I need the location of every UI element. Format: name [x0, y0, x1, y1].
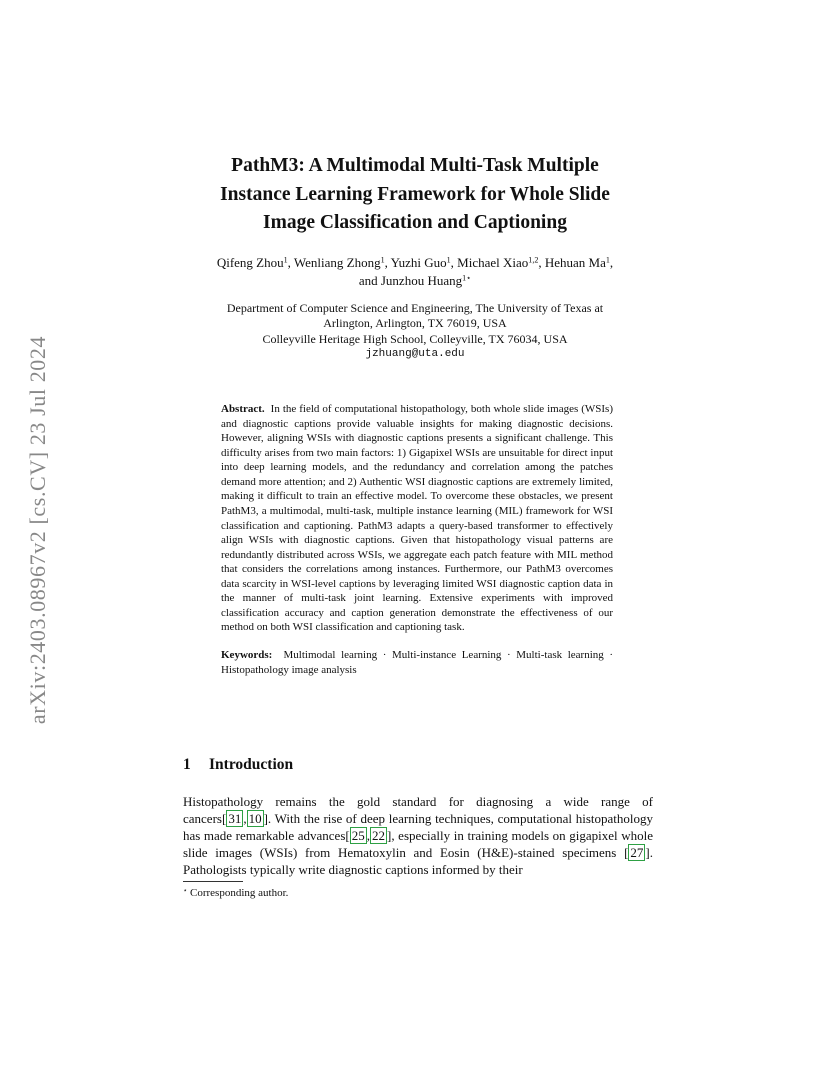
footnote-divider	[183, 881, 243, 882]
author-connector: and	[358, 273, 378, 288]
contact-email: jzhuang@uta.edu	[365, 347, 465, 360]
footnote-mark: ⋆	[183, 887, 188, 895]
citation-link[interactable]: 22	[371, 828, 385, 843]
footnote	[183, 886, 653, 900]
affiliation-line: Arlington, Arlington, TX 76019, USA	[323, 316, 507, 331]
intro-text: . With the rise of deep learning techniques, computational histopathology has made remarkable advances	[183, 811, 653, 843]
intro-text: . Pathologists typically write diagnostic captions informed by their	[183, 845, 653, 877]
intro-paragraph: Histopathology remains the gold standard for diagnosing a wide range of cancers[ 31 , 10 ]. With the rise of deep learning techniques, computational histopathology has made remarkable advances[ 25 , 22 ], especially in training models on gigapixel whole slide images (WSIs) from Hematoxylin and Eosin (H&E)-stained specimens [ 27 ]. Pathologists typically write diagnostic captions informed by their	[183, 794, 653, 877]
author-name: Yuzhi Guo	[390, 255, 447, 270]
affiliation-block	[150, 301, 680, 362]
author-affiliation-mark: 1	[446, 255, 451, 265]
citation-link[interactable]: 25	[351, 828, 365, 843]
citation-separator: ,	[366, 828, 370, 843]
abstract-text: In the field of computational histopathology, both whole slide images (WSIs) and diagnostic captions provide valuable insights for making diagnostic decisions. However, aligning WSIs with diagnostic captions presents a significant challenge. This difficulty arises from two main factors: 1) Gigapixel WSIs are unsuitable for direct input into deep learning models, and the redundancy and correlation among the patches demand more attention; and 2) Authentic WSI diagnostic captions are extremely limited, making it difficult to train an effective model. To overcome these obstacles, we present PathM3, a multimodal, multi-task, multiple instance learning (MIL) framework for WSI classification and captioning. PathM3 adapts a query-based transformer to effectively align WSIs with diagnostic captions. Given that histopathology visual patterns are redundantly distributed across WSIs, we aggregate each patch feature with MIL method that considers the correlations among instances. Furthermore, our PathM3 overcomes data scarcity in WSI-level captions by leveraging limited WSI diagnostic caption data in the manner of multi-task joint learning. Extensive experiments with improved classification accuracy and caption generation demonstrate the effectiveness of our method on both WSI classification and captioning task.	[221, 403, 613, 634]
arxiv-identifier: arXiv:2403.08967v2 [cs.CV] 23 Jul 2024	[25, 335, 50, 725]
author-affiliation-mark: 1⋆	[462, 273, 472, 283]
author-affiliation-mark: 1	[380, 255, 385, 265]
abstract-paragraph	[221, 402, 613, 635]
author-line: Qifeng Zhou$^1$, Wenliang Zhong$^1$, Yuzhi Guo$^1$, Michael Xiao$^{1,2}$, Hehuan Ma$^1$,	[216, 255, 614, 270]
section-title: Introduction	[209, 756, 294, 773]
abstract-block	[221, 402, 613, 677]
citation-link[interactable]: 31	[228, 811, 242, 826]
intro-text: , especially in training models on gigapixel whole slide images (WSIs) from Hematoxylin and Eosin (H&E)-stained specimens	[183, 828, 653, 860]
title-line: PathM3: A Multimodal Multi-Task Multiple	[231, 155, 599, 176]
intro-text: Histopathology remains the gold standard for diagnosing a wide range of cancers	[183, 794, 653, 826]
author-affiliation-mark: 1	[283, 255, 288, 265]
author-affiliation-mark: 1	[605, 255, 610, 265]
title-line: Image Classification and Captioning	[263, 212, 567, 233]
author-line	[150, 272, 680, 290]
citation-link[interactable]: 27	[630, 845, 644, 860]
abstract-label: Abstract.	[221, 403, 265, 415]
affiliation-line: Department of Computer Science and Engineering, The University of Texas at	[226, 301, 604, 315]
author-affiliation-mark: 1,2	[528, 255, 539, 265]
author-name: Hehuan Ma	[544, 255, 606, 270]
keywords-text: Multimodal learning · Multi-instance Learning · Multi-task learning · Histopathology image analysis	[221, 649, 614, 676]
citation-separator: ,	[243, 811, 247, 826]
author-name: Michael Xiao	[457, 255, 529, 270]
footnote-text: Corresponding author.	[190, 887, 289, 899]
author-name: Qifeng Zhou	[216, 255, 284, 270]
keywords-paragraph	[221, 648, 613, 677]
paper-title	[150, 152, 680, 238]
author-name: Wenliang Zhong	[293, 255, 381, 270]
author-list	[150, 254, 680, 290]
section-heading	[183, 756, 653, 774]
title-line: Instance Learning Framework for Whole Slide	[220, 183, 610, 205]
keywords-label: Keywords:	[221, 649, 273, 661]
author-name: Junzhou Huang	[380, 273, 463, 288]
citation-link[interactable]: 10	[248, 811, 262, 826]
section-number: 1	[183, 756, 191, 773]
affiliation-line: Colleyville Heritage High School, Colleyville, TX 76034, USA	[262, 331, 568, 346]
